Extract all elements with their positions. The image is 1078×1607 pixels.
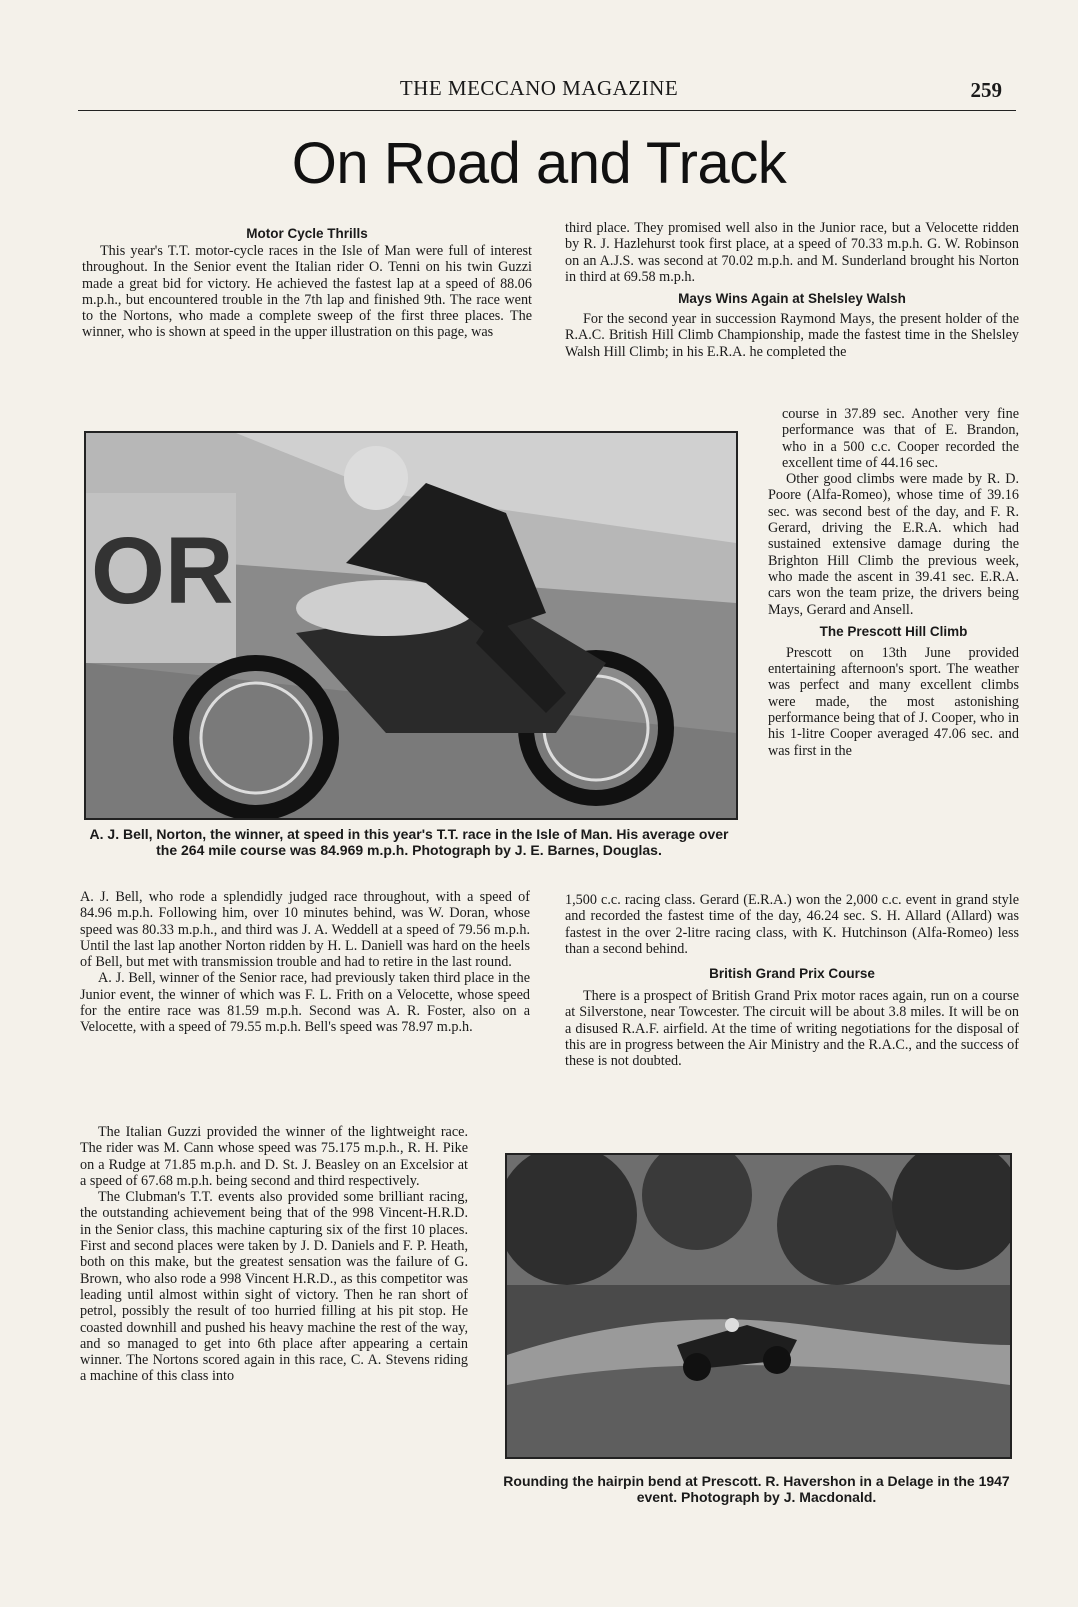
paragraph: course in 37.89 sec. Another very fine performance was that of E. Brandon, who in a 500 c.c. Cooper recorded the excellent time of 44.16 sec. (782, 406, 1019, 471)
section-left-bottom (80, 889, 530, 1036)
motorcycle-photo (84, 431, 738, 820)
paragraph: The Clubman's T.T. events also provided some brilliant racing, the outstanding achievement being that of the 998 Vincent-H.R.D. in the Senior class, this machine capturing six of the first 10 places. First and second places were taken by J. D. Daniels and F. P. Heath, both on this make, but the greatest sensation was the failure of G. Brown, who also rode a 998 Vincent H.R.D., as this competitor was leading until almost within sight of victory. Then he ran short of petrol, possibly the result of too hurried filling at his pit stop. He coasted downhill and pushed his heavy machine the rest of the way, and so managed to get into 6th place after appearing a certain winner. The Nortons scored again in this race, C. A. Stevens riding a machine of this class into (80, 1189, 468, 1385)
motorcycle-image (86, 433, 736, 818)
paragraph: There is a prospect of British Grand Prix motor races again, run on a course at Silverstone, near Towcester. The circuit will be about 3.8 miles. It will be on a disused R.A.F. airfield. At the time of writing negotiations for the disposal of this are in progress between the Air Ministry and the R.A.C., and the success of these is not doubted. (565, 988, 1019, 1070)
header-rule (78, 110, 1016, 111)
heading-shelsley-walsh: Mays Wins Again at Shelsley Walsh (678, 291, 906, 307)
paragraph: This year's T.T. motor-cycle races in the Isle of Man were full of interest throughout. In the Senior event the Italian rider O. Tenni on his twin Guzzi made a great bid for victory. He achieved the fastest lap at a speed of 88.06 m.p.h., but encountered trouble in the 7th lap and finished 9th. The race went to the Nortons, who made a complete sweep of the first three places. The winner, who is shown at speed in the upper illustration on this page, was (82, 243, 532, 341)
paragraph: third place. They promised well also in the Junior race, but a Velocette ridden by R. J. Hazlehurst took first place, at a speed of 70.33 m.p.h. G. W. Robinson on an A.J.S. was second at 70.02 m.p.h. and M. Sunderland brought his Norton in third at 69.58 m.p.h. (565, 220, 1019, 285)
article-title: On Road and Track (291, 131, 787, 196)
section-left-bottom-narrow (80, 1124, 468, 1385)
photo-caption-prescott: Rounding the hairpin bend at Prescott. R. Havershon in a Delage in the 1947 event. Photograph by J. Macdonald. (503, 1473, 1010, 1505)
magazine-name: THE MECCANO MAGAZINE (399, 76, 679, 100)
section-narrow-column (768, 406, 1019, 759)
paragraph: For the second year in succession Raymond Mays, the present holder of the R.A.C. British Hill Climb Championship, made the fastest time in the Shelsley Walsh Hill Climb; in his E.R.A. he completed the (565, 311, 1019, 360)
heading-prescott: The Prescott Hill Climb (819, 623, 968, 639)
paragraph: 1,500 c.c. racing class. Gerard (E.R.A.) won the 2,000 c.c. event in grand style and recorded the fastest time of the day, 46.24 sec. S. H. Allard (Allard) was fastest in the over 2-litre racing class, with K. Hutchinson (Alfa-Romeo) less than a second behind. (565, 892, 1019, 957)
sign-text: OR (91, 518, 234, 624)
photo-caption-motorcycle: A. J. Bell, Norton, the winner, at speed in this year's T.T. race in the Isle of Man. His average over the 264 mile course was 84.969 m.p.h. Photograph by J. E. Barnes, Douglas. (89, 826, 729, 858)
page-number: 259 (970, 78, 1002, 102)
paragraph: A. J. Bell, who rode a splendidly judged race throughout, with a speed of 84.96 m.p.h. Following him, over 10 minutes behind, was W. Doran, whose speed was 80.33 m.p.h., and third was J. A. Weddell at a speed of 79.56 m.p.h. Until the last lap another Norton ridden by H. L. Daniell was hard on the heels of Bell, but met with transmission trouble and had to retire in the last round. (80, 889, 530, 971)
heading-british-grand-prix: British Grand Prix Course (709, 966, 875, 982)
paragraph: A. J. Bell, winner of the Senior race, had previously taken third place in the Junior event, the winner of which was F. L. Frith on a Velocette, whose speed for the entire race was 81.59 m.p.h. Second was A. R. Foster, also on a Velocette, with a speed of 79.55 m.p.h. Bell's speed was 78.97 m.p.h. (80, 970, 530, 1036)
section-motor-cycle-thrills (82, 226, 532, 341)
hairpin-car-image (507, 1155, 1010, 1457)
heading-motor-cycle-thrills: Motor Cycle Thrills (246, 226, 368, 241)
section-right-top (565, 220, 1019, 360)
section-right-bottom (565, 892, 1019, 1070)
paragraph: Prescott on 13th June provided entertaining afternoon's sport. The weather was perfect and many excellent climbs were made, the most astonishing performance being that of J. Cooper, who in his 1-litre Cooper averaged 47.06 sec. and was first in the (768, 644, 1019, 759)
prescott-photo (505, 1153, 1012, 1459)
paragraph: Other good climbs were made by R. D. Poore (Alfa-Romeo), whose time of 39.16 sec. was second best of the day, and F. R. Gerard, driving the E.R.A. which had sustained extensive damage during the Brighton Hill Climb the previous week, who made the ascent in 39.41 sec. E.R.A. cars won the team prize, the drivers being Mays, Gerard and Ansell. (768, 471, 1019, 618)
paragraph: The Italian Guzzi provided the winner of the lightweight race. The rider was M. Cann whose speed was 75.175 m.p.h., R. H. Pike on a Rudge at 71.85 m.p.h. and D. St. J. Beasley on an Excelsior at a speed of 67.68 m.p.h. being second and third respectively. (80, 1124, 468, 1189)
